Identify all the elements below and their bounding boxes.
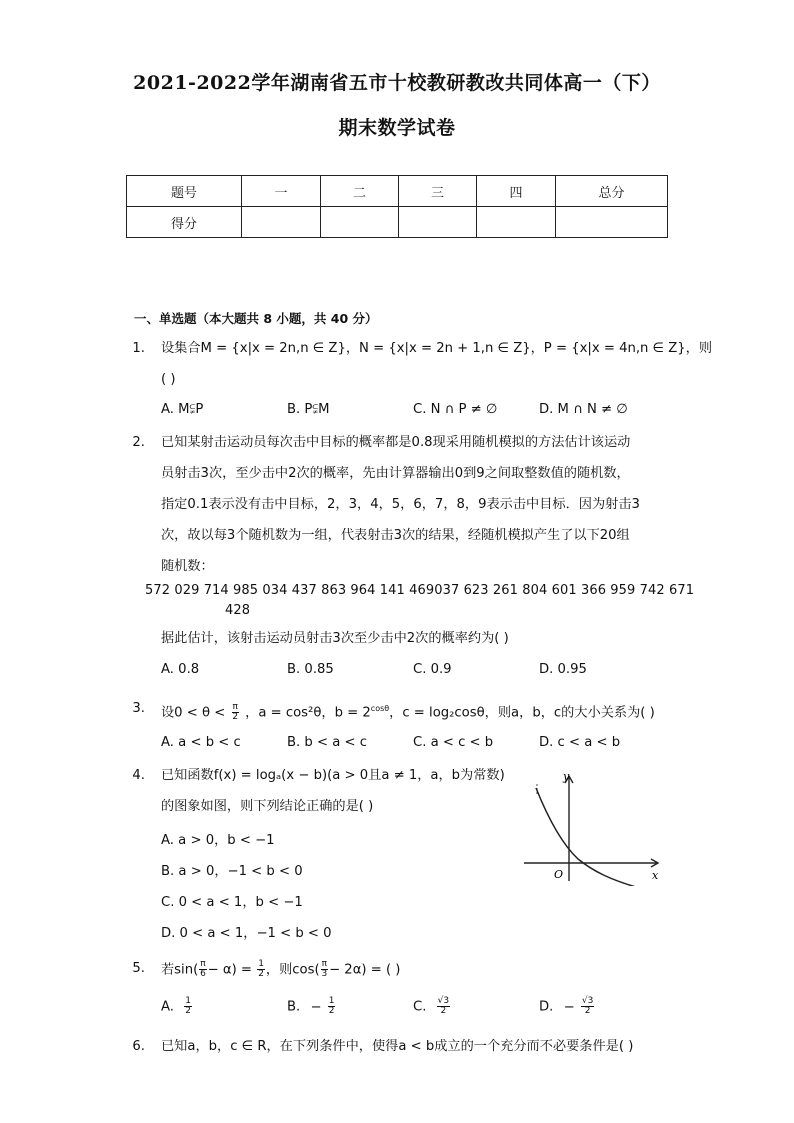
option-fraction bbox=[437, 997, 450, 1016]
section-heading: 一、单选题（本大题共 8 小题，共 40 分） bbox=[134, 311, 378, 326]
question-number: 2. bbox=[132, 435, 145, 450]
q3-option-b: B. b < a < c bbox=[287, 735, 368, 750]
q3-option-d: D. c < a < b bbox=[539, 735, 621, 750]
option-fraction bbox=[581, 997, 594, 1016]
q2-stem-line2: 员射击3次，至少击中2次的概率，先由计算器输出0到9之间取整数值的随机数， bbox=[161, 466, 630, 481]
question-number: 6. bbox=[132, 1039, 145, 1054]
page-subtitle: 期末数学试卷 bbox=[338, 117, 456, 139]
option-label: D. bbox=[539, 999, 554, 1015]
q3-exponent: cosθ bbox=[370, 704, 390, 713]
question-number: 1. bbox=[132, 341, 145, 356]
score-table-header-cell: 总分 bbox=[556, 176, 668, 207]
option-fraction bbox=[184, 997, 192, 1016]
q2-random-numbers-line1: 572 029 714 985 034 437 863 964 141 469037 623 261 804 601 366 959 742 671 bbox=[145, 583, 695, 598]
fraction-denominator: 6 bbox=[200, 969, 206, 979]
q5-option-b bbox=[287, 997, 335, 1016]
q5-stem bbox=[161, 960, 400, 980]
q2-stem-line3: 指定0.1表示没有击中目标，2，3，4，5，6，7，8，9表示击中目标．因为射击3 bbox=[161, 497, 640, 512]
q2-stem-line1: 已知某射击运动员每次击中目标的概率都是0.8现采用随机模拟的方法估计该运动 bbox=[161, 435, 631, 450]
q4-option-a: A. a > 0，b < −1 bbox=[161, 833, 275, 848]
q5-fraction-1 bbox=[199, 960, 206, 979]
q2-option-b: B. 0.85 bbox=[287, 662, 334, 677]
q4-option-b: B. a > 0，−1 < b < 0 bbox=[161, 864, 303, 879]
q5-option-a bbox=[161, 997, 192, 1016]
option-sign: − bbox=[563, 999, 575, 1015]
q5-fraction-2 bbox=[257, 960, 265, 979]
score-table-header-cell: 一 bbox=[242, 176, 321, 207]
q3-stem-part1: 设0 < θ < bbox=[161, 705, 226, 721]
q3-fraction-numerator: π bbox=[232, 701, 238, 712]
fraction-numerator: √3 bbox=[581, 996, 594, 1006]
score-cell bbox=[321, 207, 399, 238]
score-table-header-cell: 三 bbox=[399, 176, 477, 207]
score-table bbox=[126, 175, 668, 238]
q1-stem-line2: ( ) bbox=[161, 372, 176, 387]
fraction-numerator: π bbox=[321, 959, 328, 969]
y-axis-label: y bbox=[563, 770, 570, 783]
log-curve bbox=[536, 788, 636, 886]
q4-option-c: C. 0 < a < 1，b < −1 bbox=[161, 895, 303, 910]
q6-stem-line1: 已知a，b，c ∈ R，在下列条件中，使得a < b成立的一个充分而不必要条件是( ) bbox=[161, 1039, 634, 1054]
page-title: 2021-2022学年湖南省五市十校教研教改共同体高一（下） bbox=[133, 72, 661, 94]
fraction-denominator: 2 bbox=[185, 1006, 191, 1016]
q5-option-d bbox=[539, 997, 594, 1016]
question-number: 4. bbox=[132, 768, 145, 783]
question-number: 5. bbox=[132, 961, 145, 976]
fraction-denominator: 2 bbox=[258, 969, 264, 979]
option-fraction bbox=[328, 997, 336, 1016]
q1-option-d: D. M ∩ N ≠ ∅ bbox=[539, 402, 628, 417]
score-table-header-cell: 题号 bbox=[127, 176, 242, 207]
fraction-numerator: √3 bbox=[437, 996, 450, 1006]
score-table-header-cell: 四 bbox=[477, 176, 556, 207]
fraction-denominator: 2 bbox=[440, 1006, 447, 1016]
score-table-score-row bbox=[127, 207, 668, 238]
q5-fraction-3 bbox=[321, 960, 328, 979]
q5-option-c bbox=[413, 997, 450, 1016]
q4-stem-line2: 的图象如图，则下列结论正确的是( ) bbox=[161, 799, 374, 814]
origin-label: O bbox=[554, 868, 564, 881]
q5-stem-part4: − 2α) = ( ) bbox=[329, 962, 401, 978]
option-label: C. bbox=[413, 999, 427, 1015]
q2-stem-line4: 次，故以每3个随机数为一组，代表射击3次的结果，经随机模拟产生了以下20组 bbox=[161, 528, 630, 543]
q2-option-c: C. 0.9 bbox=[413, 662, 452, 677]
score-cell bbox=[477, 207, 556, 238]
q4-option-d: D. 0 < a < 1，−1 < b < 0 bbox=[161, 926, 332, 941]
score-table-row-label: 得分 bbox=[127, 207, 242, 238]
score-cell bbox=[399, 207, 477, 238]
fraction-numerator: 1 bbox=[328, 996, 335, 1006]
fraction-denominator: 2 bbox=[584, 1006, 591, 1016]
q5-stem-part2: − α) = bbox=[207, 962, 252, 978]
x-axis-label: x bbox=[652, 869, 659, 882]
q2-stem-line6: 据此估计，该射击运动员射击3次至少击中2次的概率约为( ) bbox=[161, 631, 509, 646]
q1-option-b: B. P⫋M bbox=[287, 402, 330, 417]
q5-stem-part3: ，则cos( bbox=[265, 962, 320, 978]
fraction-denominator: 2 bbox=[328, 1006, 335, 1016]
q2-random-numbers-line2: 428 bbox=[225, 603, 251, 618]
fraction-numerator: 1 bbox=[258, 959, 264, 969]
score-cell bbox=[556, 207, 668, 238]
q2-option-d: D. 0.95 bbox=[539, 662, 587, 677]
q5-stem-part1: 若sin( bbox=[161, 962, 199, 978]
score-table-header-row bbox=[127, 176, 668, 207]
fraction-numerator: π bbox=[200, 959, 206, 969]
fraction-denominator: 3 bbox=[321, 969, 328, 979]
q3-option-c: C. a < c < b bbox=[413, 735, 494, 750]
q3-fraction bbox=[232, 703, 239, 722]
option-label: B. bbox=[287, 999, 301, 1015]
q1-option-a: A. M⫋P bbox=[161, 402, 204, 417]
q3-stem-part2: ，a = cos²θ，b = 2 bbox=[245, 705, 371, 721]
q1-stem-line1: 设集合M = {x|x = 2n,n ∈ Z}，N = {x|x = 2n + 1,n ∈ Z}，P = {x|x = 4n,n ∈ Z}，则 bbox=[161, 341, 713, 356]
q2-option-a: A. 0.8 bbox=[161, 662, 200, 677]
score-table-header-cell: 二 bbox=[321, 176, 399, 207]
q4-stem-line1: 已知函数f(x) = logₐ(x − b)(a > 0且a ≠ 1，a，b为常数) bbox=[161, 768, 505, 783]
question-number: 3. bbox=[132, 701, 145, 716]
q2-stem-line5: 随机数： bbox=[161, 559, 214, 574]
q3-stem-part3: ，c = log₂cosθ，则a，b，c的大小关系为( ) bbox=[389, 705, 655, 721]
q4-function-graph bbox=[518, 766, 668, 886]
q3-option-a: A. a < b < c bbox=[161, 735, 241, 750]
q1-option-c: C. N ∩ P ≠ ∅ bbox=[413, 402, 498, 417]
q3-fraction-denominator: 2 bbox=[232, 711, 239, 722]
option-sign: − bbox=[310, 999, 322, 1015]
score-cell bbox=[242, 207, 321, 238]
fraction-numerator: 1 bbox=[185, 996, 191, 1006]
option-label: A. bbox=[161, 999, 174, 1015]
q3-stem bbox=[161, 700, 655, 722]
